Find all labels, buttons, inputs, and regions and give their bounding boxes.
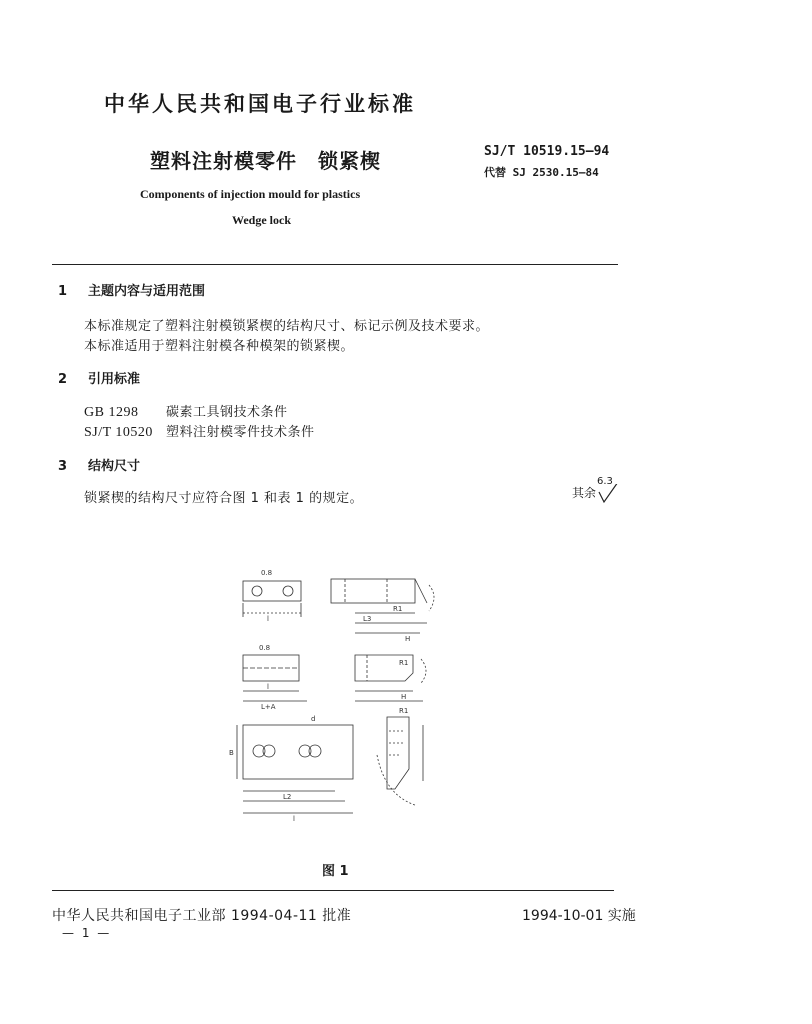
dimension-label: R1: [393, 605, 403, 613]
hole-mark: [252, 586, 262, 596]
english-subtitle: Wedge lock: [232, 213, 291, 227]
roughness-value: 6.3: [597, 476, 613, 487]
tolerance-label: 0.8: [259, 644, 271, 652]
section-1-paragraph: 本标准规定了塑料注射模锁紧楔的结构尺寸、标记示例及技术要求。: [84, 319, 490, 334]
dimension-label: L3: [363, 615, 372, 623]
tolerance-label: 0.8: [261, 569, 273, 577]
dimension-label: B: [229, 749, 234, 757]
reference-item: [84, 401, 288, 421]
document-title: 塑料注射模零件 锁紧楔: [150, 149, 381, 173]
dimension-label: H: [401, 693, 407, 701]
section-1-paragraph: 本标准适用于塑料注射模各种模架的锁紧楔。: [84, 339, 355, 354]
dimension-label: l: [267, 683, 269, 691]
reference-title: 塑料注射模零件技术条件: [166, 425, 315, 440]
reference-code: SJ/T 10520: [84, 425, 153, 440]
surface-roughness-note: [572, 476, 613, 501]
reference-title: 碳素工具钢技术条件: [166, 405, 288, 420]
hole-mark: [283, 586, 293, 596]
footer-divider: [52, 890, 614, 891]
dimension-label: l: [293, 815, 295, 823]
dimension-label: d: [311, 715, 316, 723]
section-3-heading: [58, 455, 140, 474]
reference-code: GB 1298: [84, 405, 139, 420]
section-number: 1: [58, 284, 68, 299]
section-view-outline: [387, 717, 409, 789]
reference-item: [84, 421, 315, 441]
header-title: 中华人民共和国电子行业标准: [104, 92, 416, 116]
section-title: 主题内容与适用范围: [88, 284, 206, 299]
section-2-heading: [58, 368, 140, 387]
roughness-symbol-icon: [598, 484, 620, 504]
section-number: 3: [58, 459, 68, 474]
page-number: — 1 —: [62, 926, 112, 940]
section-1-heading: [58, 280, 205, 299]
side-view-outline: [331, 579, 415, 603]
front-view-outline: [243, 725, 353, 779]
english-title: Components of injection mould for plastics: [140, 187, 361, 201]
effective-date: 1994-10-01 实施: [522, 908, 636, 924]
dimension-label: L+A: [261, 703, 276, 711]
roughness-label: 其余: [572, 486, 597, 500]
dimension-label: R1: [399, 707, 409, 715]
section-number: 2: [58, 372, 68, 387]
dimension-label: l: [267, 615, 269, 623]
section-title: 结构尺寸: [88, 459, 141, 474]
wedge-lock-drawing: [215, 555, 455, 835]
section-title: 引用标准: [88, 372, 141, 387]
standard-number: SJ/T 10519.15—94: [484, 144, 610, 159]
dimension-label: H: [405, 635, 411, 643]
header-divider: [52, 264, 618, 265]
section-3-paragraph: 锁紧楔的结构尺寸应符合图 1 和表 1 的规定。: [84, 491, 364, 506]
replaced-standard: 代替 SJ 2530.15—84: [484, 166, 599, 179]
figure-caption: 图 1: [322, 864, 349, 879]
dimension-label: L2: [283, 793, 292, 801]
approval-line: 中华人民共和国电子工业部 1994-04-11 批准: [52, 908, 352, 924]
dimension-label: R1: [399, 659, 409, 667]
